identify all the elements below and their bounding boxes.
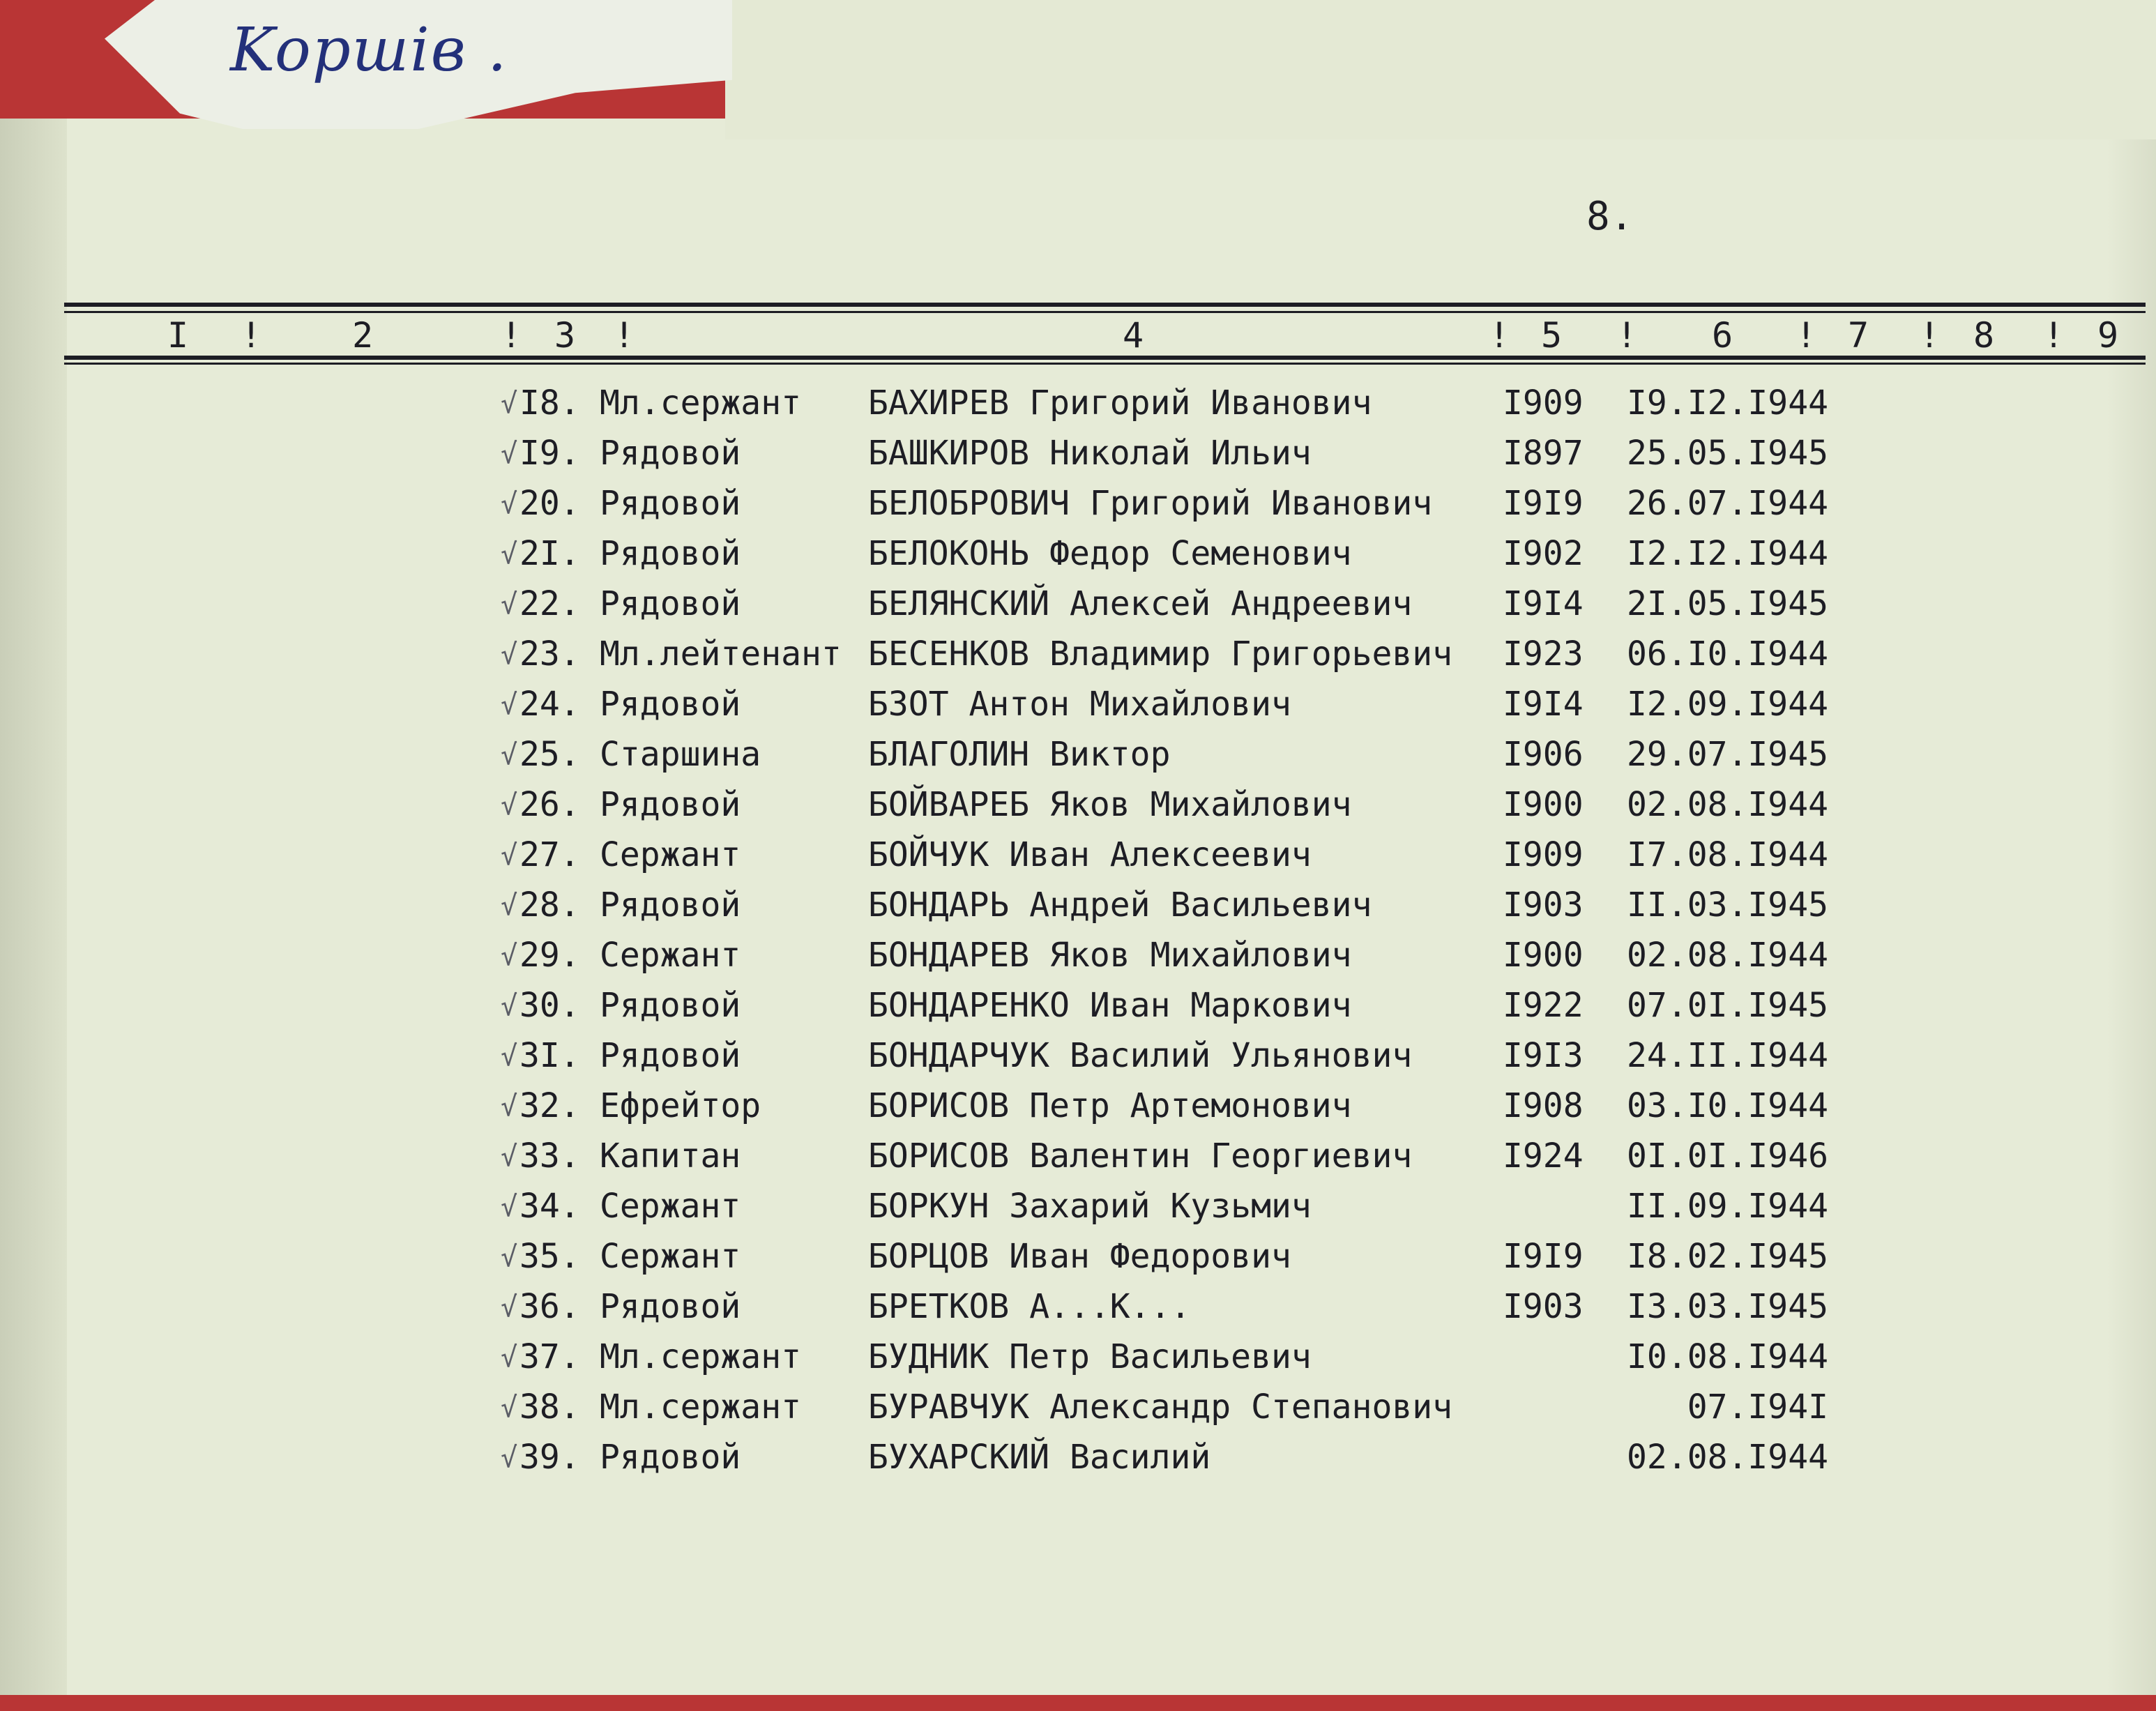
rank: Старшина — [600, 735, 761, 774]
row-number: 28. — [519, 885, 580, 925]
full-name: БОНДАРЧУК Василий Ульянович — [868, 1036, 1413, 1075]
birth-year: I906 — [1503, 735, 1584, 774]
table-row — [0, 885, 2156, 934]
birth-year: I9I3 — [1503, 1036, 1584, 1075]
date: I7.08.I944 — [1627, 835, 1828, 874]
check-mark: √ — [501, 1141, 518, 1173]
row-number: 20. — [519, 484, 580, 523]
rank: Мл.сержант — [600, 383, 801, 423]
date: 25.05.I945 — [1627, 434, 1828, 473]
table-header-bottom-rule — [64, 356, 2146, 360]
birth-year: I9I4 — [1503, 685, 1584, 724]
date: 0I.0I.I946 — [1627, 1136, 1828, 1176]
full-name: БОНДАРЕНКО Иван Маркович — [868, 986, 1352, 1025]
check-mark: √ — [501, 1241, 518, 1273]
full-name: БУДНИК Петр Васильевич — [868, 1337, 1312, 1376]
check-mark: √ — [501, 689, 518, 721]
row-number: 3I. — [519, 1036, 580, 1075]
date: 26.07.I944 — [1627, 484, 1828, 523]
row-number: 34. — [519, 1187, 580, 1226]
full-name: БЕСЕНКОВ Владимир Григорьевич — [868, 634, 1453, 674]
full-name: БОРИСОВ Валентин Георгиевич — [868, 1136, 1413, 1176]
birth-year: I900 — [1503, 936, 1584, 975]
date: I8.02.I945 — [1627, 1237, 1828, 1276]
birth-year: I908 — [1503, 1086, 1584, 1125]
date: 24.II.I944 — [1627, 1036, 1828, 1075]
birth-year: I903 — [1503, 885, 1584, 925]
rank: Рядовой — [600, 1287, 741, 1326]
full-name: БОРКУН Захарий Кузьмич — [868, 1187, 1312, 1226]
full-name: БАШКИРОВ Николай Ильич — [868, 434, 1312, 473]
full-name: БЕЛЯНСКИЙ Алексей Андреевич — [868, 584, 1413, 623]
table-header-bottom-rule-thin — [64, 363, 2146, 365]
full-name: БОЙЧУК Иван Алексеевич — [868, 835, 1312, 874]
header-separator: ! — [614, 315, 635, 356]
table-row — [0, 1036, 2156, 1085]
birth-year: I902 — [1503, 534, 1584, 573]
rank: Сержант — [600, 936, 741, 975]
row-number: 35. — [519, 1237, 580, 1276]
birth-year: I909 — [1503, 835, 1584, 874]
table-row — [0, 383, 2156, 432]
page-number: 8. — [1586, 194, 1634, 239]
table-row — [0, 634, 2156, 683]
full-name: БЕЛОБРОВИЧ Григорий Иванович — [868, 484, 1433, 523]
date: 07.0I.I945 — [1627, 986, 1828, 1025]
header-separator: ! — [501, 315, 522, 356]
table-row — [0, 1187, 2156, 1235]
header-separator: ! — [1489, 315, 1510, 356]
table-row — [0, 936, 2156, 984]
header-separator: ! — [1616, 315, 1638, 356]
check-mark: √ — [501, 1442, 518, 1474]
row-number: I8. — [519, 383, 580, 423]
row-number: 39. — [519, 1438, 580, 1477]
header-col-7: 7 — [1848, 315, 1869, 356]
row-number: 37. — [519, 1337, 580, 1376]
check-mark: √ — [501, 438, 518, 470]
rank: Рядовой — [600, 534, 741, 573]
table-row — [0, 1237, 2156, 1286]
check-mark: √ — [501, 588, 518, 621]
date: 02.08.I944 — [1627, 1438, 1828, 1477]
header-separator: ! — [1919, 315, 1941, 356]
header-col-2: 2 — [352, 315, 374, 356]
full-name: БОЙВАРЕБ Яков Михайлович — [868, 785, 1352, 824]
date: 29.07.I945 — [1627, 735, 1828, 774]
date: II.09.I944 — [1627, 1187, 1828, 1226]
date: 02.08.I944 — [1627, 785, 1828, 824]
row-number: I9. — [519, 434, 580, 473]
rank: Сержант — [600, 1237, 741, 1276]
full-name: БЗОТ Антон Михайлович — [868, 685, 1291, 724]
table-row — [0, 484, 2156, 533]
date: 03.I0.I944 — [1627, 1086, 1828, 1125]
birth-year: I922 — [1503, 986, 1584, 1025]
full-name: БОНДАРЕВ Яков Михайлович — [868, 936, 1352, 975]
table-top-rule — [64, 303, 2146, 307]
header-separator: ! — [2043, 315, 2065, 356]
rank: Рядовой — [600, 584, 741, 623]
row-number: 23. — [519, 634, 580, 674]
birth-year: I9I9 — [1503, 1237, 1584, 1276]
birth-year: I897 — [1503, 434, 1584, 473]
date: I2.I2.I944 — [1627, 534, 1828, 573]
row-number: 27. — [519, 835, 580, 874]
row-number: 2I. — [519, 534, 580, 573]
header-col-1: I — [167, 315, 189, 356]
header-col-3: 3 — [554, 315, 576, 356]
header-col-8: 8 — [1973, 315, 1995, 356]
table-row — [0, 835, 2156, 884]
table-top-rule-thin — [64, 311, 2146, 313]
date: 2I.05.I945 — [1627, 584, 1828, 623]
rank: Рядовой — [600, 484, 741, 523]
paper-behind — [725, 0, 2156, 139]
table-row — [0, 1387, 2156, 1436]
rank: Рядовой — [600, 685, 741, 724]
row-number: 36. — [519, 1287, 580, 1326]
rank: Рядовой — [600, 785, 741, 824]
check-mark: √ — [501, 890, 518, 922]
table-row — [0, 685, 2156, 733]
table-row — [0, 534, 2156, 583]
row-number: 30. — [519, 986, 580, 1025]
check-mark: √ — [501, 388, 518, 420]
birth-year: I903 — [1503, 1287, 1584, 1326]
full-name: БРЕТКОВ А...К... — [868, 1287, 1191, 1326]
check-mark: √ — [501, 990, 518, 1022]
birth-year: I924 — [1503, 1136, 1584, 1176]
row-number: 32. — [519, 1086, 580, 1125]
check-mark: √ — [501, 789, 518, 821]
date: 07.I94I — [1687, 1387, 1828, 1427]
birth-year: I909 — [1503, 383, 1584, 423]
date: I0.08.I944 — [1627, 1337, 1828, 1376]
rank: Рядовой — [600, 1438, 741, 1477]
table-row — [0, 785, 2156, 834]
birth-year: I900 — [1503, 785, 1584, 824]
table-row — [0, 986, 2156, 1035]
full-name: БЕЛОКОНЬ Федор Семенович — [868, 534, 1352, 573]
full-name: БОРЦОВ Иван Федорович — [868, 1237, 1291, 1276]
rank: Сержант — [600, 1187, 741, 1226]
header-separator: ! — [1796, 315, 1817, 356]
rank: Мл.сержант — [600, 1387, 801, 1427]
table-row — [0, 1337, 2156, 1386]
row-number: 33. — [519, 1136, 580, 1176]
row-number: 29. — [519, 936, 580, 975]
handwritten-note: Koршiв . — [230, 15, 508, 85]
full-name: БОНДАРЬ Андрей Васильевич — [868, 885, 1372, 925]
check-mark: √ — [501, 839, 518, 872]
check-mark: √ — [501, 1341, 518, 1374]
table-row — [0, 584, 2156, 633]
row-number: 38. — [519, 1387, 580, 1427]
date: I3.03.I945 — [1627, 1287, 1828, 1326]
row-number: 26. — [519, 785, 580, 824]
row-number: 24. — [519, 685, 580, 724]
full-name: БЛАГОЛИН Виктор — [868, 735, 1171, 774]
birth-year: I9I9 — [1503, 484, 1584, 523]
header-col-4: 4 — [1123, 315, 1144, 356]
check-mark: √ — [501, 639, 518, 671]
check-mark: √ — [501, 1291, 518, 1323]
rank: Ефрейтор — [600, 1086, 761, 1125]
check-mark: √ — [501, 1392, 518, 1424]
full-name: БОРИСОВ Петр Артемонович — [868, 1086, 1352, 1125]
check-mark: √ — [501, 739, 518, 771]
rank: Рядовой — [600, 434, 741, 473]
full-name: БУРАВЧУК Александр Степанович — [868, 1387, 1453, 1427]
header-col-6: 6 — [1712, 315, 1733, 356]
header-col-5: 5 — [1541, 315, 1563, 356]
table-row — [0, 1136, 2156, 1185]
rank: Рядовой — [600, 1036, 741, 1075]
date: I2.09.I944 — [1627, 685, 1828, 724]
row-number: 22. — [519, 584, 580, 623]
header-separator: ! — [241, 315, 262, 356]
table-row — [0, 434, 2156, 482]
full-name: БАХИРЕВ Григорий Иванович — [868, 383, 1372, 423]
table-row — [0, 1438, 2156, 1486]
full-name: БУХАРСКИЙ Василий — [868, 1438, 1211, 1477]
rank: Мл.лейтенант — [600, 634, 842, 674]
table-row — [0, 1086, 2156, 1135]
table-row — [0, 1287, 2156, 1336]
check-mark: √ — [501, 1040, 518, 1072]
header-col-9: 9 — [2097, 315, 2119, 356]
rank: Мл.сержант — [600, 1337, 801, 1376]
date: 02.08.I944 — [1627, 936, 1828, 975]
check-mark: √ — [501, 488, 518, 520]
birth-year: I9I4 — [1503, 584, 1584, 623]
rank: Рядовой — [600, 885, 741, 925]
date: 06.I0.I944 — [1627, 634, 1828, 674]
check-mark: √ — [501, 1191, 518, 1223]
rank: Рядовой — [600, 986, 741, 1025]
date: II.03.I945 — [1627, 885, 1828, 925]
table-row — [0, 735, 2156, 784]
birth-year: I923 — [1503, 634, 1584, 674]
date: I9.I2.I944 — [1627, 383, 1828, 423]
check-mark: √ — [501, 1090, 518, 1123]
rank: Сержант — [600, 835, 741, 874]
check-mark: √ — [501, 538, 518, 570]
row-number: 25. — [519, 735, 580, 774]
rank: Капитан — [600, 1136, 741, 1176]
check-mark: √ — [501, 940, 518, 972]
